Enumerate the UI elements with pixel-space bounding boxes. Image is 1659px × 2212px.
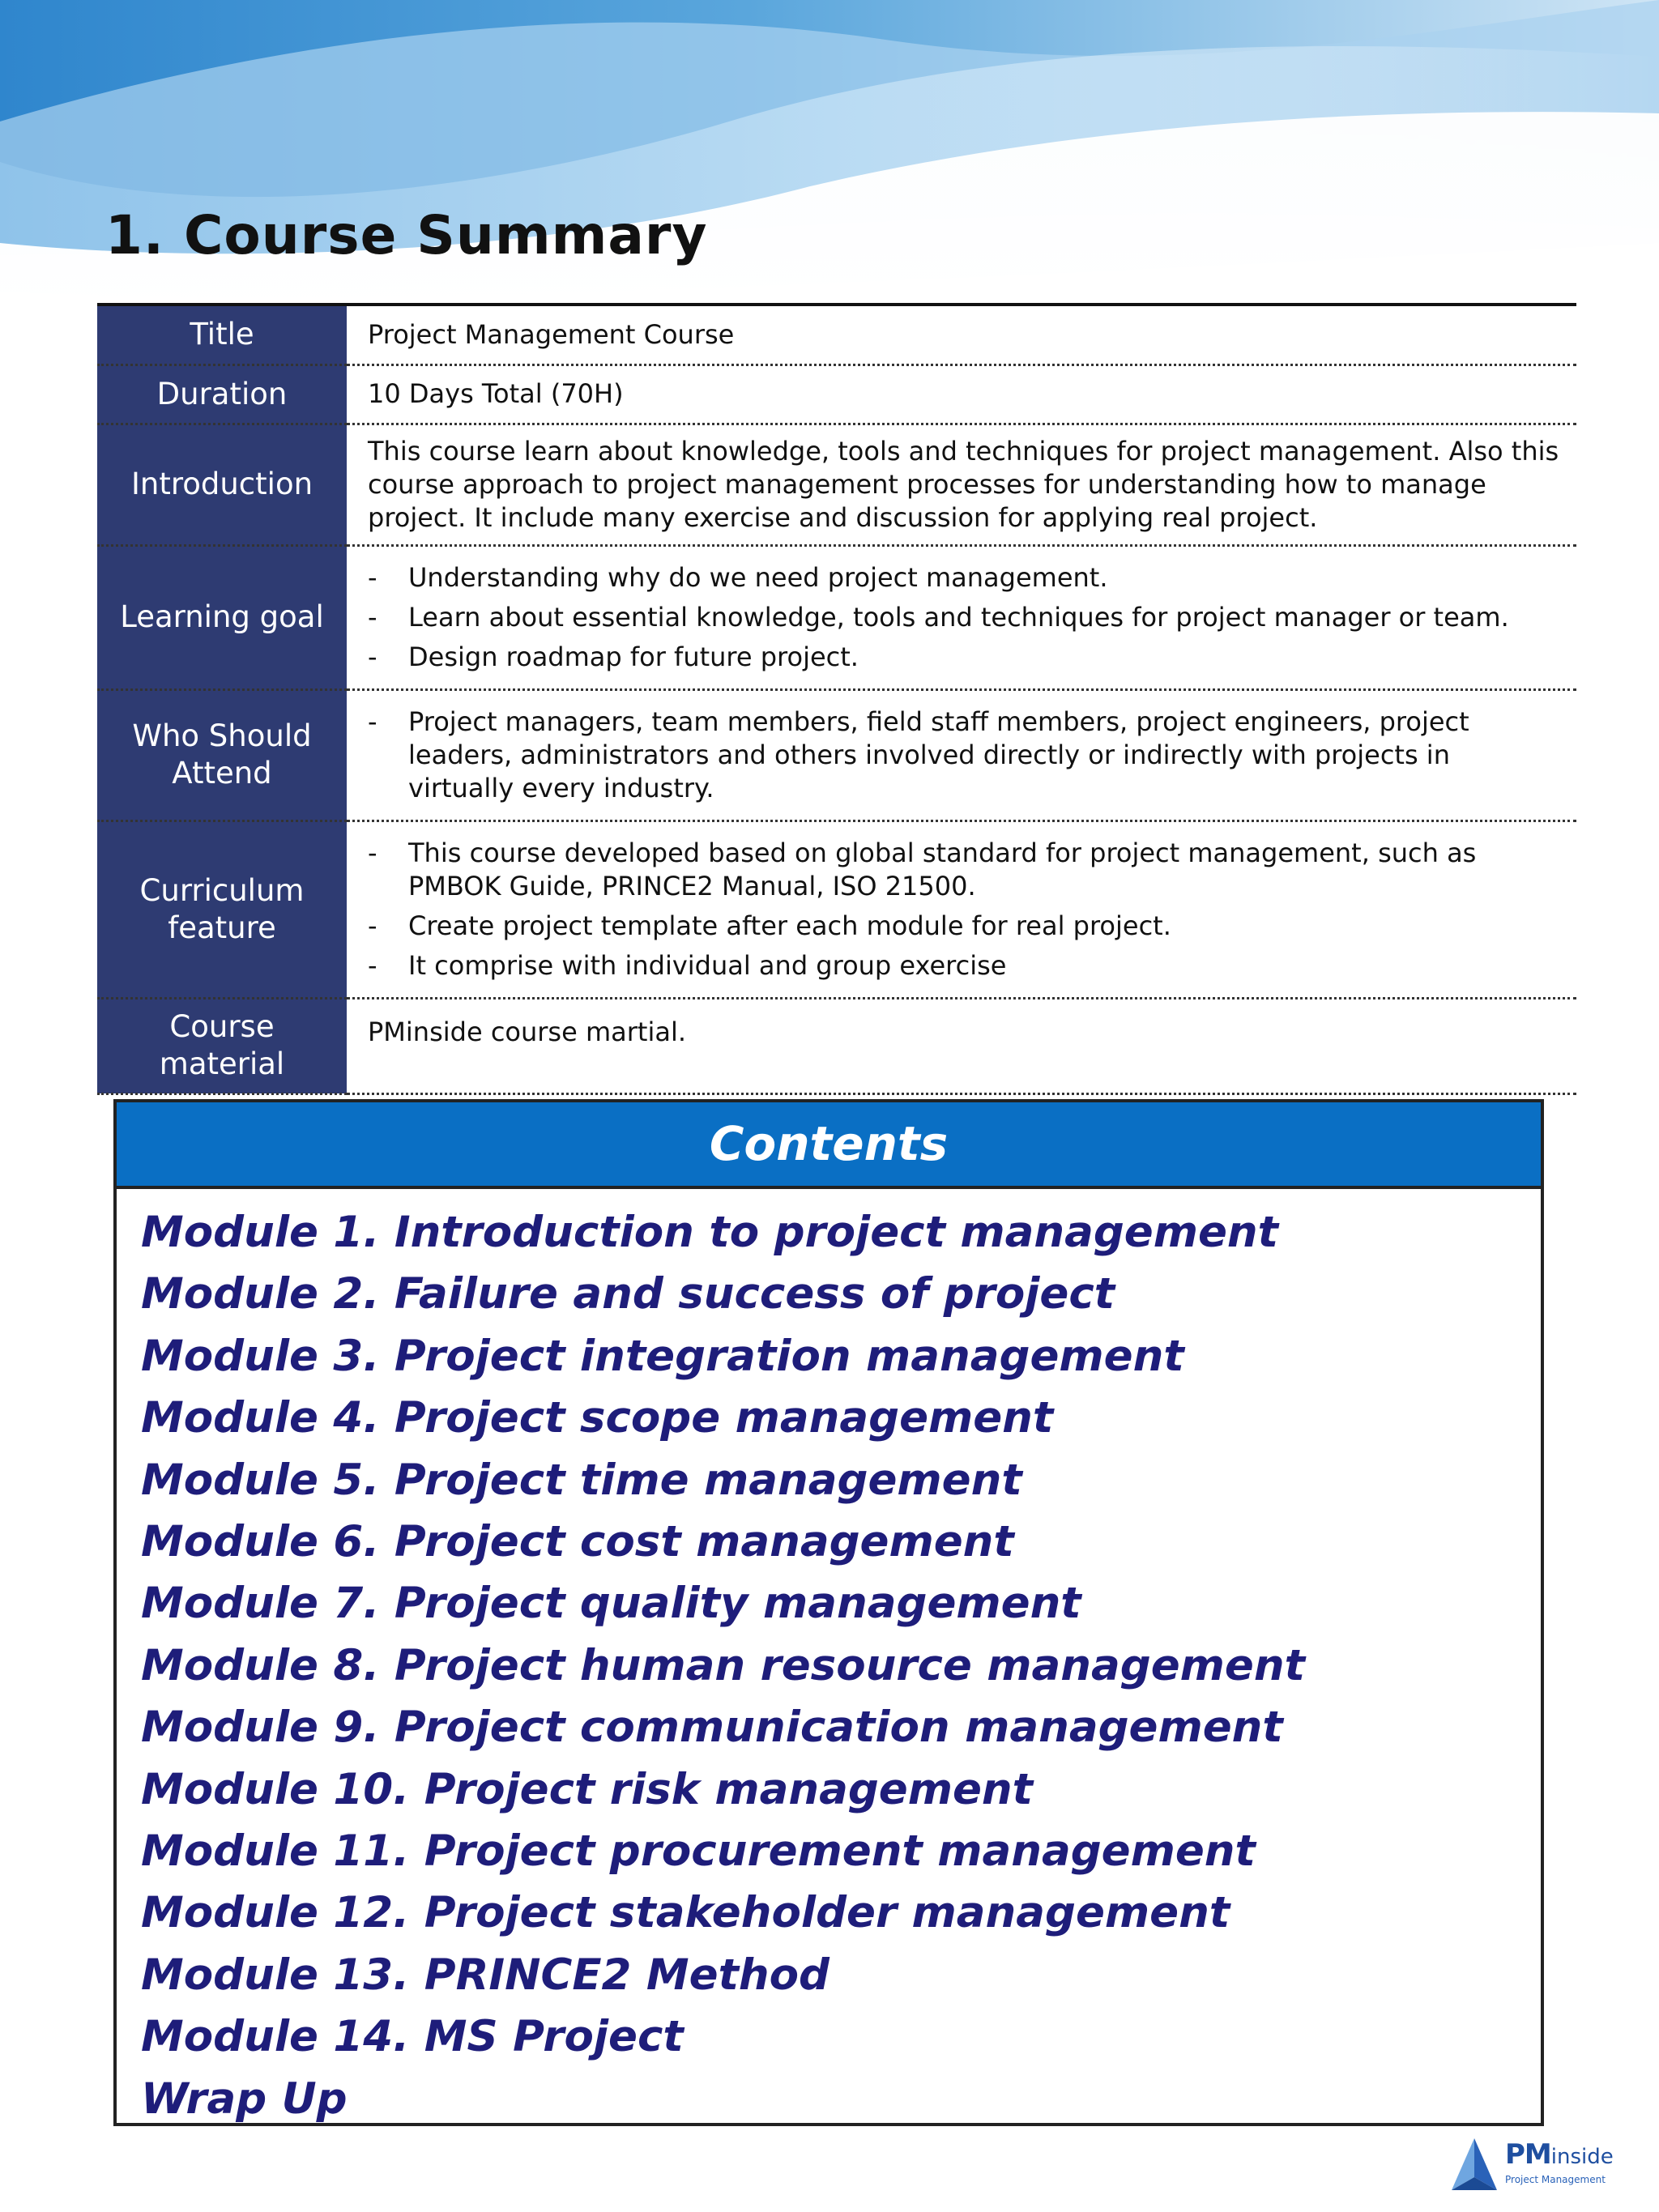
course-summary-table xyxy=(97,303,1576,1095)
module-item: Module 12. Project stakeholder management xyxy=(141,1888,1230,1938)
who-should-attend-label: Who Should Attend xyxy=(132,718,312,791)
row-label-who-should-attend xyxy=(97,689,347,820)
table-row xyxy=(97,545,1576,689)
table-row xyxy=(97,424,1576,545)
list-item-text: This course developed based on global standard for project management, such as PMBOK Guide, PRINCE2 Manual, ISO 21500. xyxy=(408,837,1477,901)
module-item: Module 13. PRINCE2 Method xyxy=(141,1950,830,2000)
module-item: Wrap Up xyxy=(141,2073,348,2124)
module-list xyxy=(117,1189,1541,2130)
list-item xyxy=(368,641,1560,674)
list-item xyxy=(368,705,1560,805)
logo-tagline: Project Management xyxy=(1505,2174,1606,2185)
who-should-attend-value xyxy=(347,689,1576,820)
dash-bullet: - xyxy=(368,949,377,981)
table-row xyxy=(97,689,1576,820)
dash-bullet: - xyxy=(368,705,377,737)
module-item: Module 11. Project procurement management xyxy=(141,1826,1256,1877)
course-material-label: Course material xyxy=(159,1009,285,1081)
page-title: 1. Course Summary xyxy=(105,204,708,266)
module-item: Module 10. Project risk management xyxy=(141,1764,1033,1814)
dash-bullet: - xyxy=(368,641,377,672)
dash-bullet: - xyxy=(368,837,377,868)
introduction-value: This course learn about knowledge, tools and techniques for project management. Also this course approach to project management processes for understanding how to manage project. It include many exercise and discussion for applying real project. xyxy=(347,424,1576,545)
list-item-text: Project managers, team members, field staff members, project engineers, project leaders, administrators and others involved directly or indirectly with projects in virtually every industry. xyxy=(408,705,1469,803)
row-label-duration: Duration xyxy=(97,364,347,424)
list-item-text: It comprise with individual and group exercise xyxy=(408,949,1007,981)
dash-bullet: - xyxy=(368,601,377,633)
module-item: Module 3. Project integration management xyxy=(141,1331,1184,1381)
curriculum-feature-label: Curriculum feature xyxy=(139,872,305,945)
row-label-course-material xyxy=(97,998,347,1093)
curriculum-feature-list xyxy=(368,837,1560,982)
contents-box xyxy=(113,1099,1544,2126)
row-label-curriculum-feature xyxy=(97,820,347,998)
list-item xyxy=(368,601,1560,634)
list-item xyxy=(368,837,1560,903)
module-item: Module 9. Project communication management xyxy=(141,1703,1283,1753)
list-item-text: Create project template after each module for real project. xyxy=(408,910,1171,941)
module-item: Module 8. Project human resource management xyxy=(141,1640,1305,1690)
attendee-list xyxy=(368,705,1560,805)
dash-bullet: - xyxy=(368,561,377,593)
list-item-text: Understanding why do we need project management. xyxy=(408,561,1108,593)
list-item xyxy=(368,949,1560,982)
logo-wordmark xyxy=(1505,2138,1614,2171)
row-label-title: Title xyxy=(97,305,347,364)
logo-brand-rest: inside xyxy=(1550,2145,1614,2169)
list-item xyxy=(368,561,1560,595)
table-row xyxy=(97,364,1576,424)
list-item-text: Design roadmap for future project. xyxy=(408,641,859,672)
table-row xyxy=(97,820,1576,998)
pminside-logo xyxy=(1450,2133,1612,2198)
curriculum-feature-value xyxy=(347,820,1576,998)
table-row xyxy=(97,305,1576,364)
learning-goal-list xyxy=(368,561,1560,674)
module-item: Module 6. Project cost management xyxy=(141,1517,1014,1567)
triangle-logo-icon xyxy=(1450,2137,1499,2192)
contents-header: Contents xyxy=(117,1102,1541,1189)
module-item: Module 1. Introduction to project management xyxy=(141,1208,1278,1257)
duration-value: 10 Days Total (70H) xyxy=(347,364,1576,424)
course-material-value: PMinside course martial. xyxy=(347,998,1576,1093)
row-label-introduction: Introduction xyxy=(97,424,347,545)
module-item: Module 4. Project scope management xyxy=(141,1393,1054,1443)
dash-bullet: - xyxy=(368,910,377,941)
module-item: Module 14. MS Project xyxy=(141,2012,684,2062)
course-title-value: Project Management Course xyxy=(347,305,1576,364)
module-item: Module 7. Project quality management xyxy=(141,1579,1081,1629)
logo-brand-bold: PM xyxy=(1505,2138,1551,2171)
list-item-text: Learn about essential knowledge, tools and techniques for project manager or team. xyxy=(408,601,1509,633)
learning-goal-value xyxy=(347,545,1576,689)
row-label-learning-goal: Learning goal xyxy=(97,545,347,689)
table-row xyxy=(97,998,1576,1093)
list-item xyxy=(368,910,1560,943)
module-item: Module 5. Project time management xyxy=(141,1455,1022,1505)
module-item: Module 2. Failure and success of project xyxy=(141,1269,1115,1319)
